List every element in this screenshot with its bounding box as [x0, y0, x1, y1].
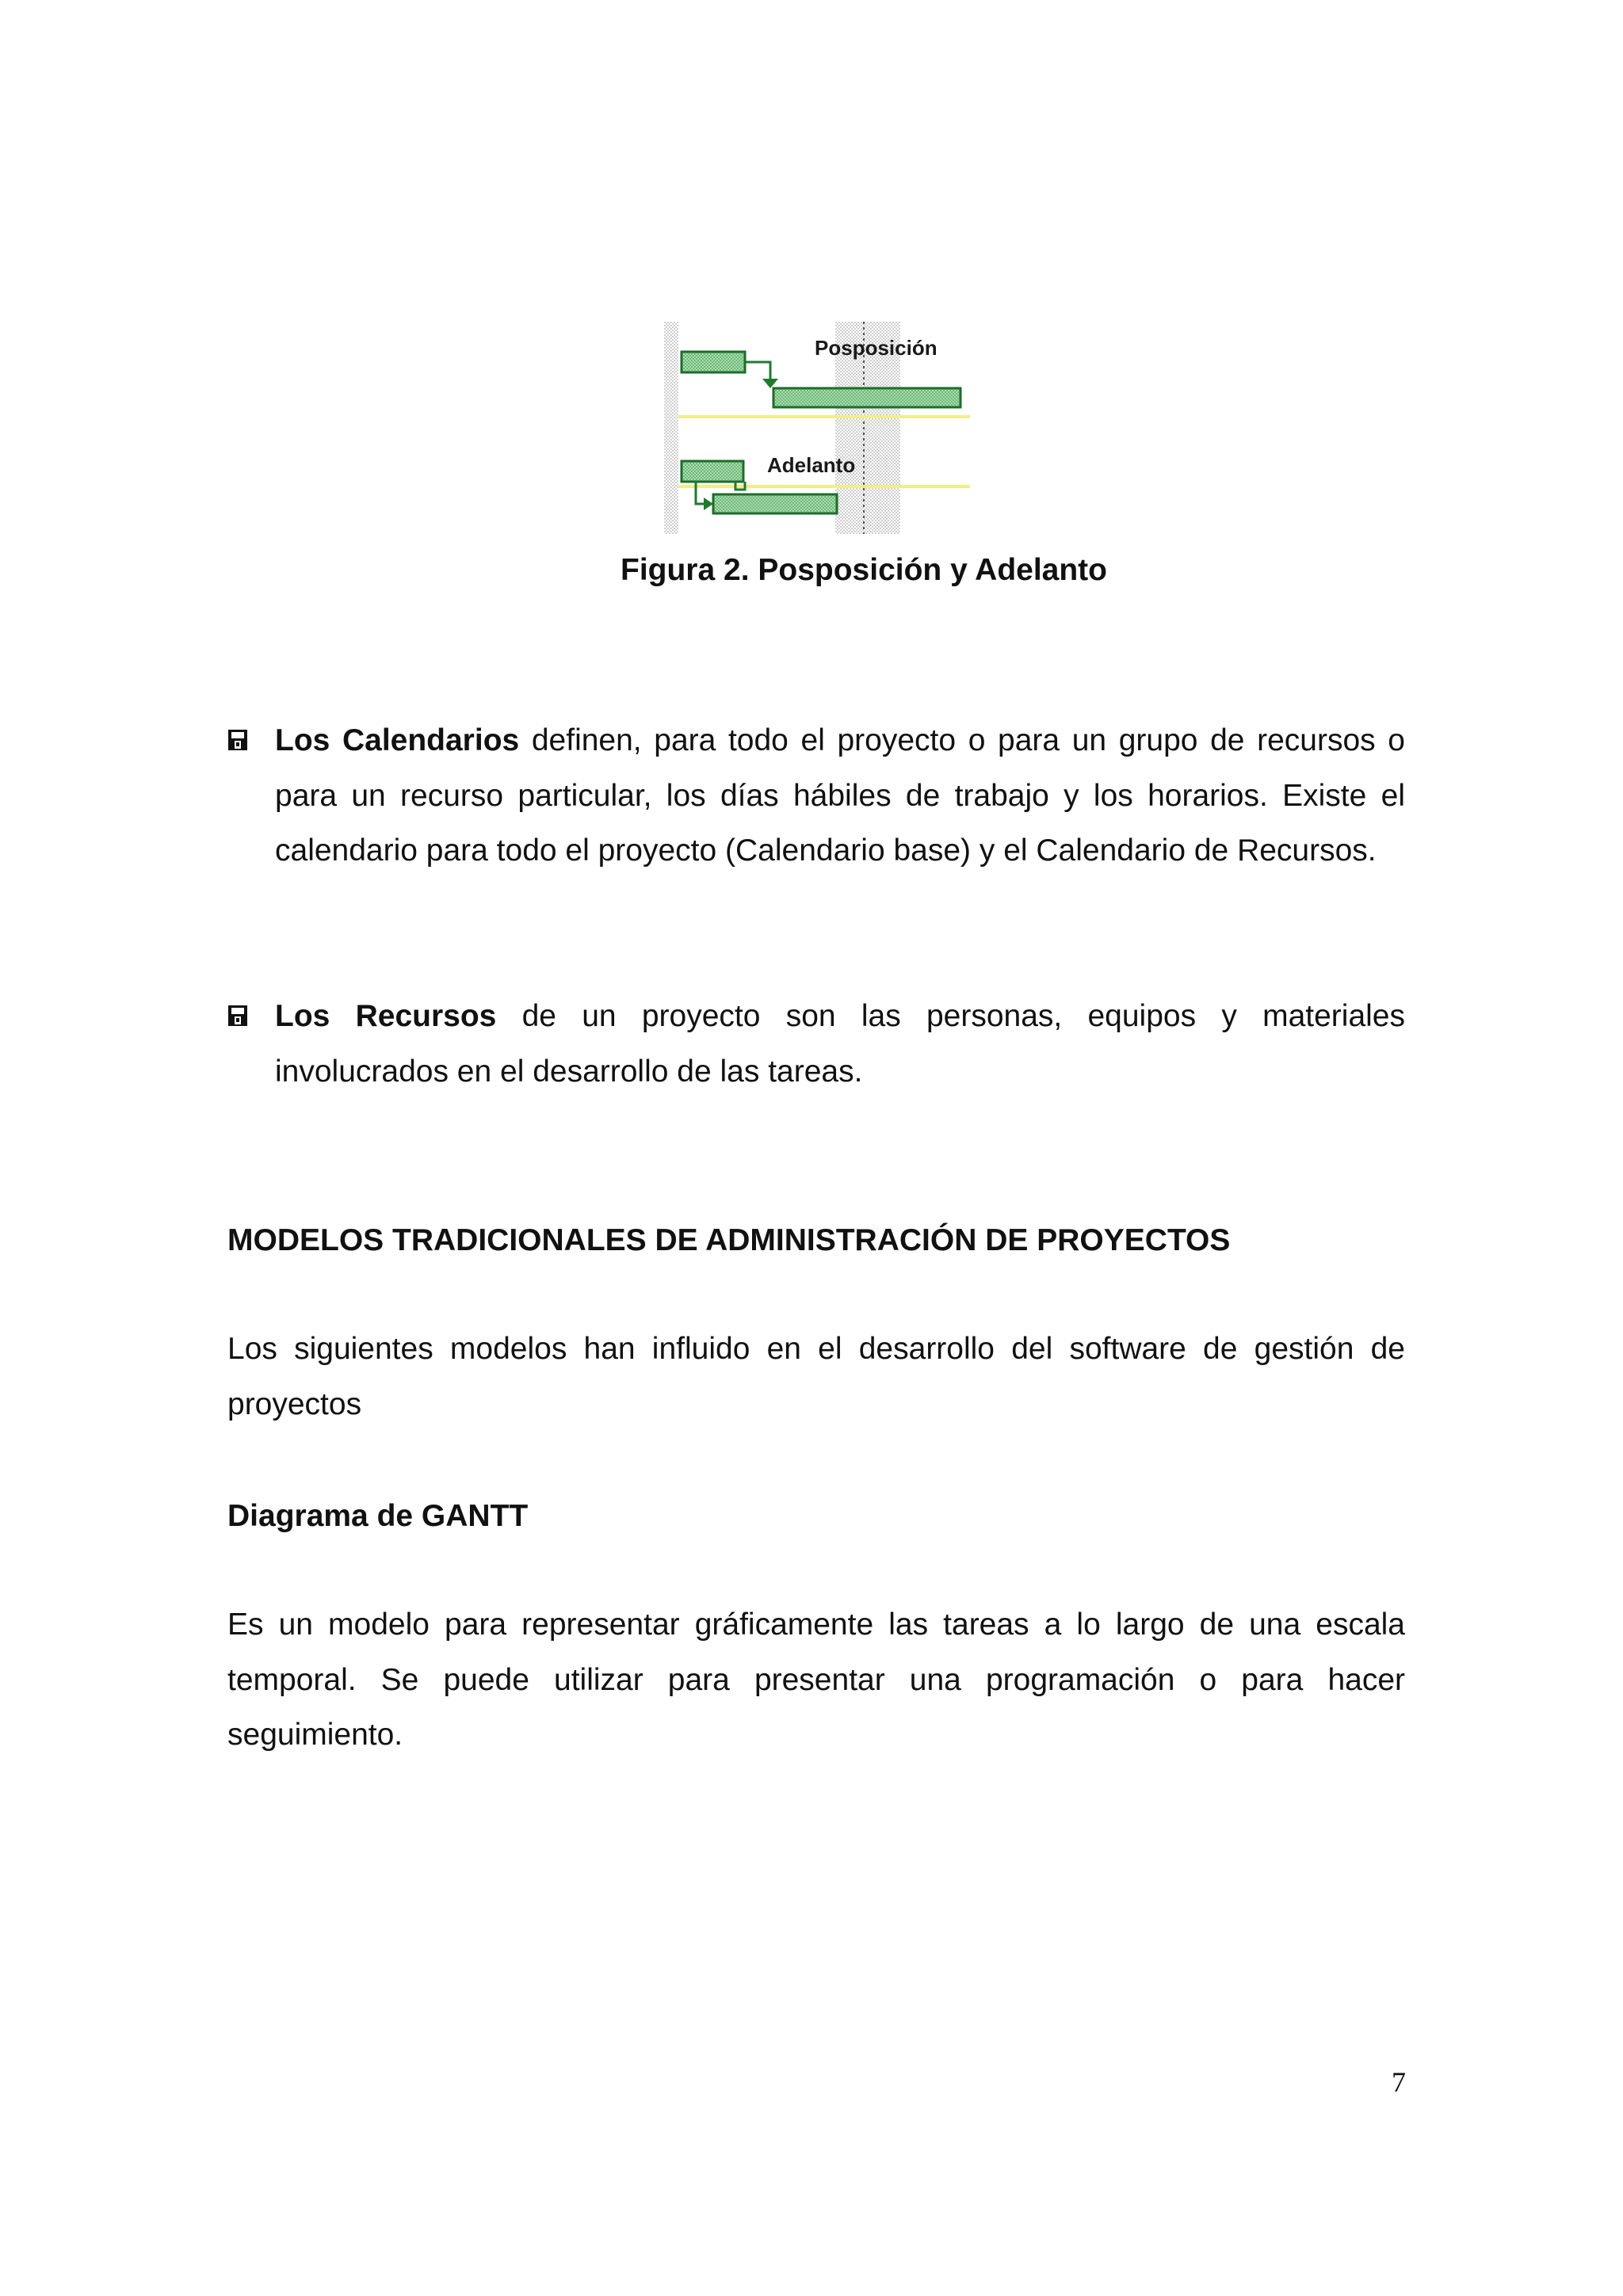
- label-adelanto: Adelanto: [767, 453, 856, 477]
- bullet-recursos: [227, 989, 1405, 1099]
- predecessor-bar-lead: [682, 461, 743, 482]
- lag-link-line: [745, 362, 770, 380]
- label-posposicion: Posposición: [815, 336, 938, 360]
- desc-recursos: de un proyecto son las personas, equipos y materiales involucrados en el desarrollo de las tareas.: [275, 999, 1405, 1089]
- subsection-text: Es un modelo para representar gráficamente las tareas a lo largo de una escala temporal. Se puede utilizar para presentar una programación o para hacer seguimiento.: [227, 1608, 1405, 1752]
- term-recursos: Los Recursos: [275, 999, 497, 1033]
- left-shaded-band: [664, 322, 678, 534]
- successor-bar-lag: [773, 388, 960, 407]
- figure-caption: Figura 2. Posposición y Adelanto: [621, 553, 1107, 587]
- predecessor-bar-lag: [682, 352, 745, 372]
- lead-arrow-icon: [704, 498, 713, 510]
- gantt-figure-graphic: [664, 322, 970, 534]
- successor-bar-lead: [713, 494, 837, 513]
- bullet-calendarios: [227, 713, 1405, 879]
- gantt-lag-lead-figure: [664, 322, 970, 534]
- lag-arrow-icon: [762, 379, 778, 388]
- page-number: 7: [1392, 2066, 1406, 2098]
- floppy-bullet-icon: [227, 1005, 248, 1027]
- section-heading: MODELOS TRADICIONALES DE ADMINISTRACIÓN DE PROYECTOS: [227, 1223, 1231, 1257]
- section-intro: Los siguientes modelos han influido en el desarrollo del software de gestión de proyectos: [227, 1332, 1405, 1421]
- bullet-recursos-text: [275, 989, 1405, 1099]
- desc-calendarios: definen, para todo el proyecto o para un grupo de recursos o para un recurso particular, los días hábiles de trabajo y los horarios. Existe el calendario para todo el proyecto (Calendario base) y el Calendario de Recursos.: [275, 723, 1405, 868]
- floppy-bullet-icon: [227, 729, 248, 751]
- subsection-heading: Diagrama de GANTT: [227, 1499, 529, 1533]
- bullet-calendarios-text: [275, 713, 1405, 879]
- term-calendarios: Los Calendarios: [275, 723, 520, 757]
